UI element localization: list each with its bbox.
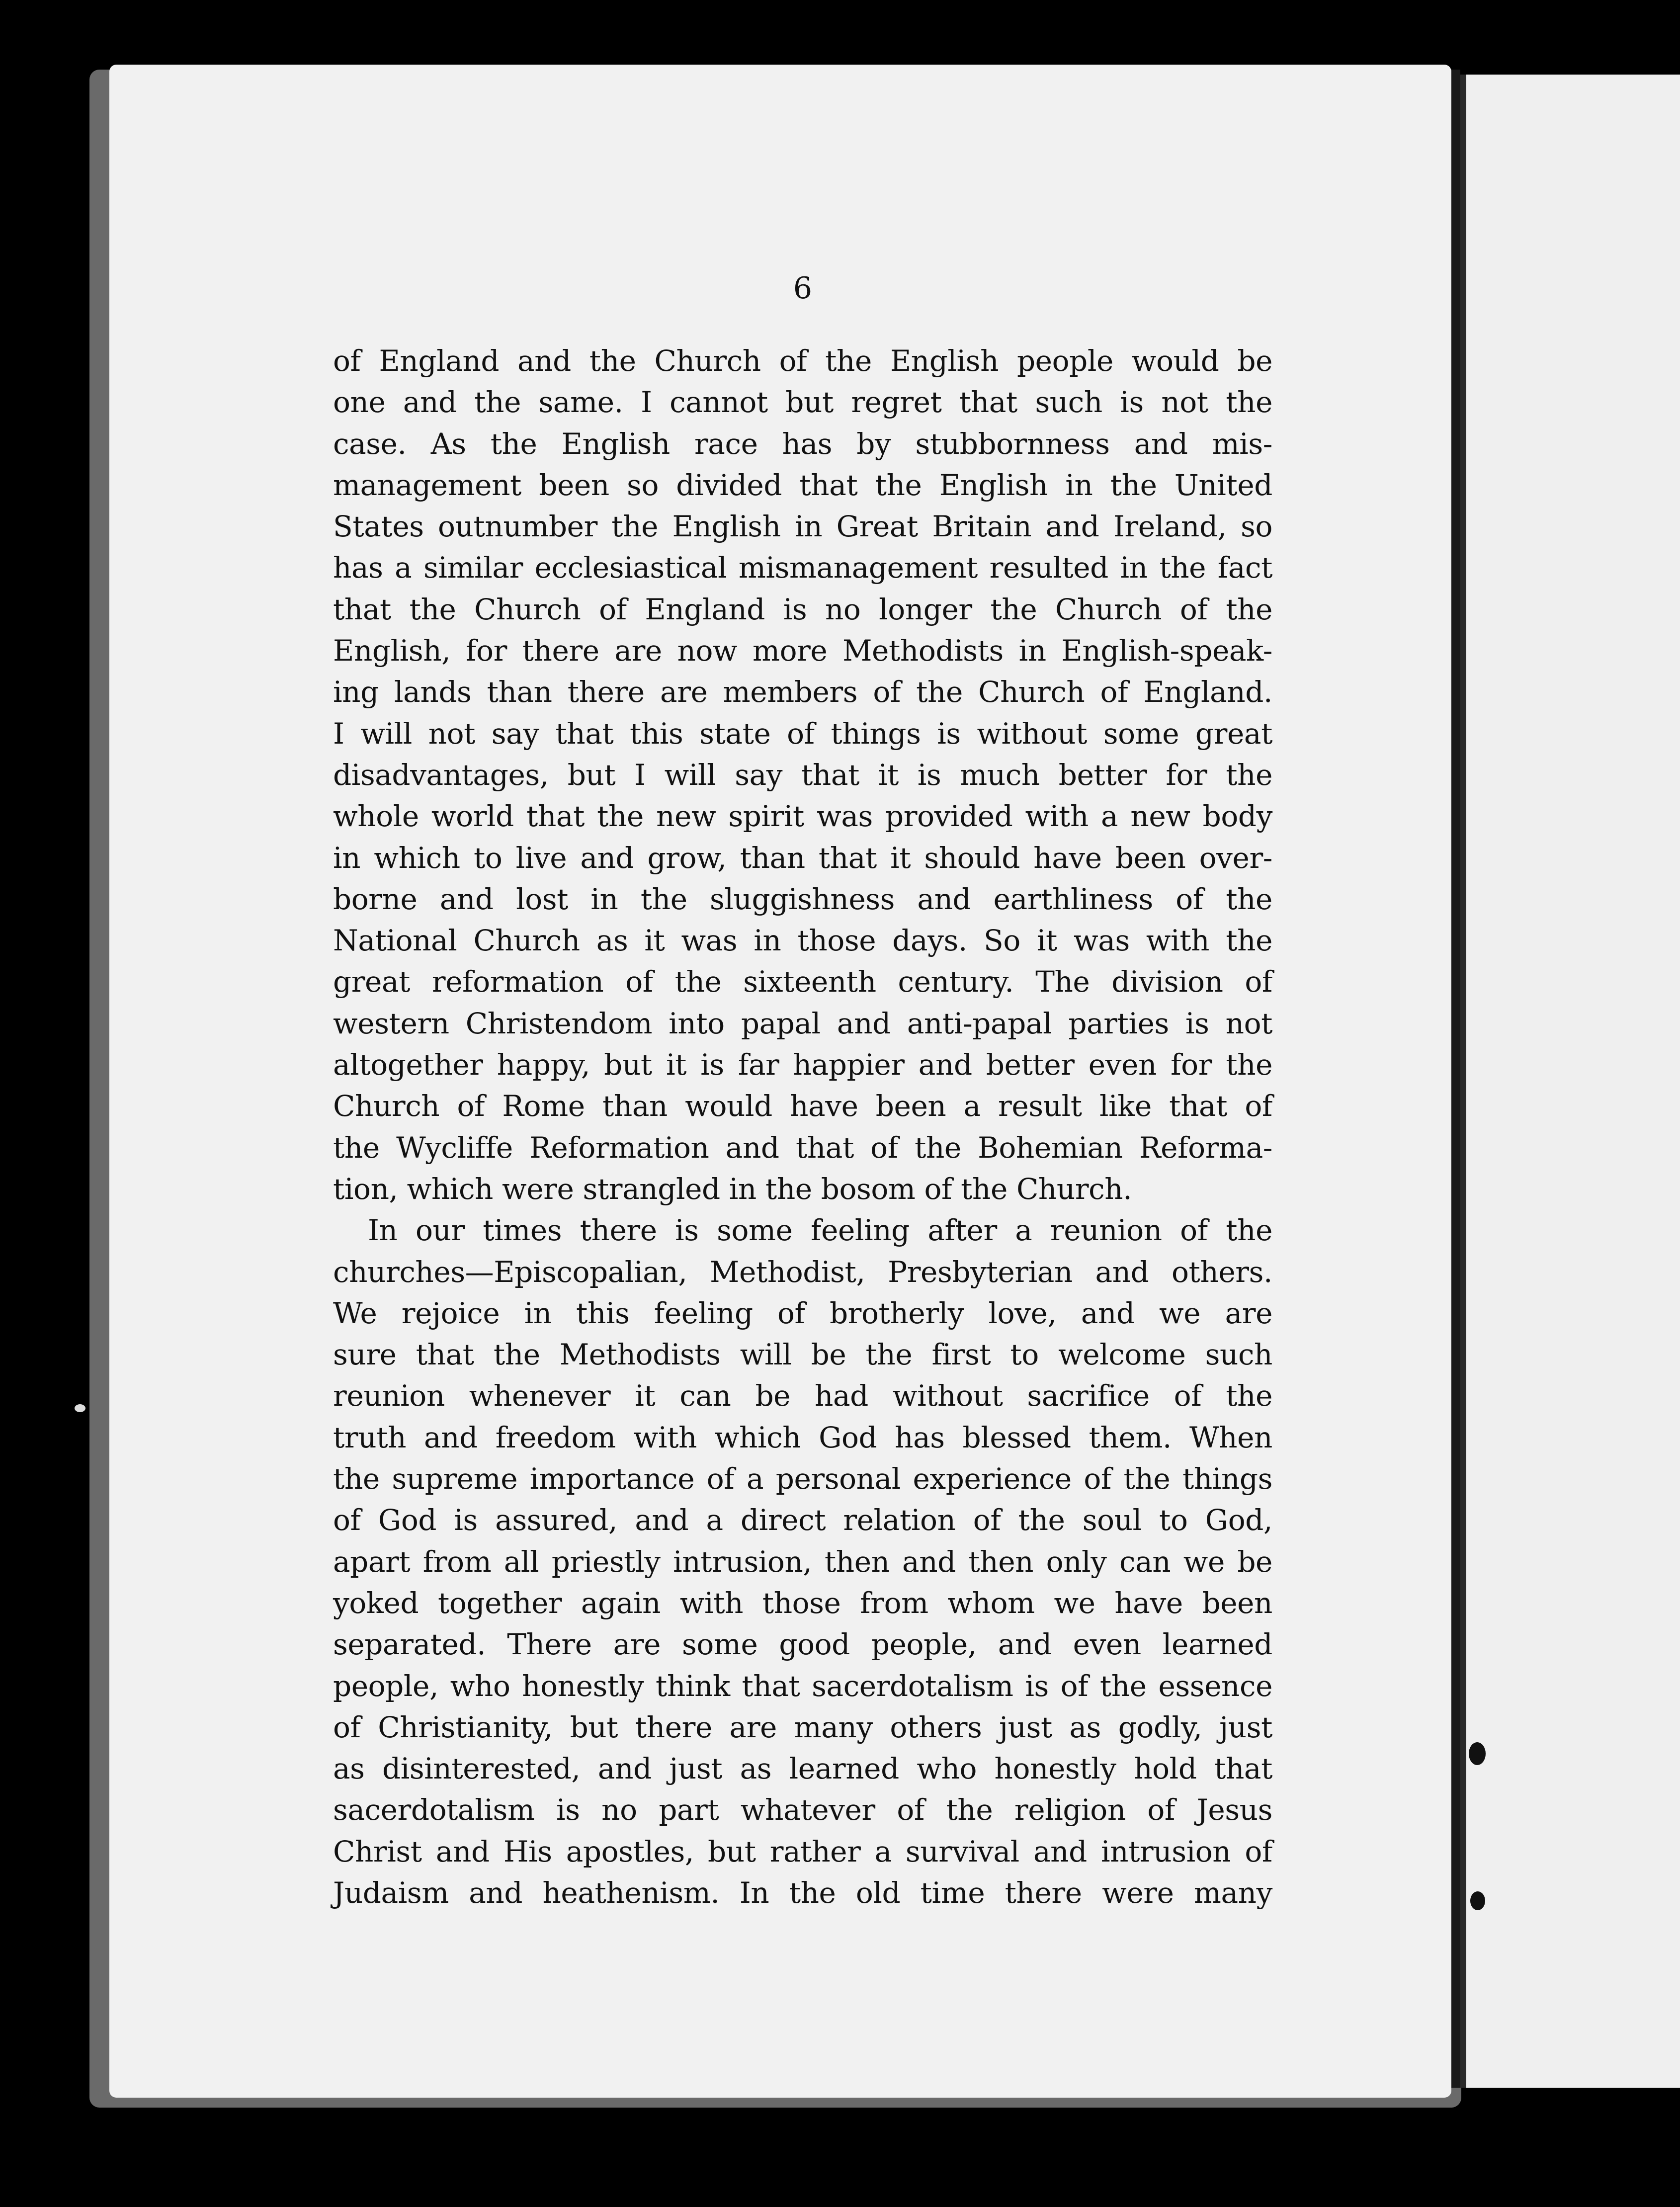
text-line: States outnumber the English in Great Britain and Ireland, so (333, 509, 1272, 544)
text-line: of England and the Church of the English people would be (333, 344, 1272, 378)
text-line: Church of Rome than would have been a result like that of (333, 1089, 1272, 1123)
text-line: separated. There are some good people, and even learned (333, 1627, 1272, 1662)
body-text (333, 340, 1272, 1914)
text-line: disadvantages, but I will say that it is much better for the (333, 758, 1272, 792)
text-line: Christ and His apostles, but rather a survival and intrusion of (333, 1834, 1272, 1868)
text-line: great reformation of the sixteenth century. The division of (333, 965, 1272, 999)
text-line: reunion whenever it can be had without sacrifice of the (333, 1379, 1272, 1413)
text-line: yoked together again with those from whom we have been (333, 1586, 1272, 1620)
text-line: as disinterested, and just as learned who honestly hold that (333, 1752, 1272, 1786)
text-line: in which to live and grow, than that it should have been over- (333, 841, 1272, 875)
text-line: churches—Episcopalian, Methodist, Presbyterian and others. (333, 1255, 1272, 1289)
text-line: I will not say that this state of things is without some great (333, 716, 1272, 751)
text-line: truth and freedom with which God has blessed them. When (333, 1420, 1272, 1454)
text-line: that the Church of England is no longer the Church of the (333, 592, 1272, 626)
page-edge (1451, 70, 1460, 2088)
facing-page-fold (1460, 75, 1466, 2088)
text-line: sure that the Methodists will be the first to welcome such (333, 1338, 1272, 1372)
text-line: English, for there are now more Methodists in English-speak- (333, 634, 1272, 668)
text-line: In our times there is some feeling after a reunion of the (368, 1213, 1272, 1248)
binding-mark-upper (1469, 1742, 1486, 1765)
page-number: 6 (793, 271, 813, 306)
text-line: whole world that the new spirit was provided with a new body (333, 799, 1272, 834)
text-line: tion, which were strangled in the bosom of the Church. (333, 1172, 1132, 1206)
text-line: Judaism and heathenism. In the old time there were many (333, 1875, 1272, 1910)
binding-mark-lower (1470, 1891, 1485, 1910)
text-line: case. As the English race has by stubbornness and mis- (333, 426, 1272, 461)
text-line: people, who honestly think that sacerdotalism is of the essence (333, 1669, 1272, 1703)
text-line: the supreme importance of a personal experience of the things (333, 1462, 1272, 1496)
margin-speck (75, 1404, 85, 1412)
text-line: National Church as it was in those days. So it was with the (333, 924, 1272, 958)
text-line: altogether happy, but it is far happier and better even for the (333, 1048, 1272, 1082)
text-line: of Christianity, but there are many others just as godly, just (333, 1710, 1272, 1744)
text-line: sacerdotalism is no part whatever of the religion of Jesus (333, 1793, 1272, 1827)
text-line: one and the same. I cannot but regret that such is not the (333, 385, 1272, 420)
text-line: has a similar ecclesiastical mismanagement resulted in the fact (333, 551, 1272, 585)
text-line: borne and lost in the sluggishness and earthliness of the (333, 882, 1272, 916)
text-line: We rejoice in this feeling of brotherly love, and we are (333, 1296, 1272, 1330)
facing-page (1460, 75, 1680, 2088)
text-line: western Christendom into papal and anti-papal parties is not (333, 1006, 1272, 1040)
text-line: apart from all priestly intrusion, then and then only can we be (333, 1544, 1272, 1579)
text-line: the Wycliffe Reformation and that of the Bohemian Reforma- (333, 1130, 1272, 1165)
text-line: of God is assured, and a direct relation of the soul to God, (333, 1503, 1272, 1537)
text-line: ing lands than there are members of the Church of England. (333, 675, 1272, 709)
text-line: management been so divided that the English in the United (333, 468, 1272, 502)
